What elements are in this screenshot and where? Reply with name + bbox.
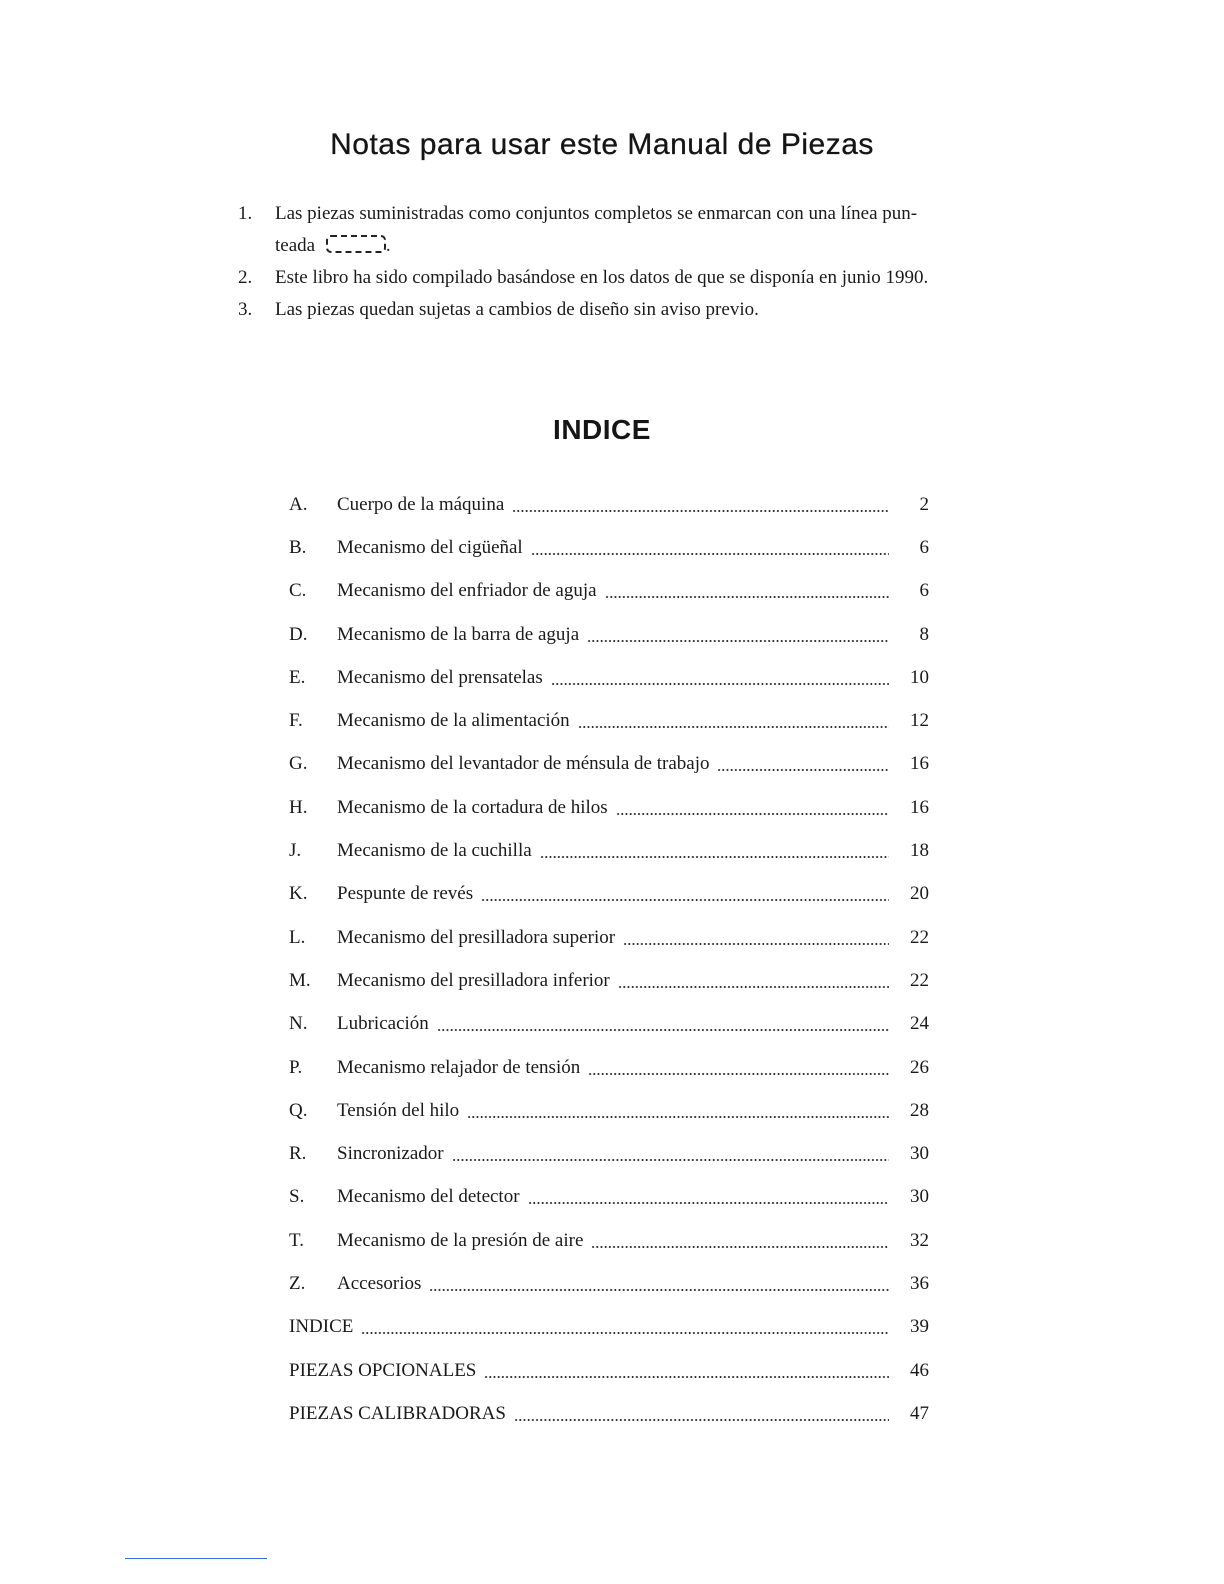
- notes-list: [238, 198, 978, 326]
- toc-page-number: 6: [919, 536, 929, 558]
- toc-label: Mecanismo relajador de tensión: [337, 1056, 581, 1078]
- toc-label: PIEZAS CALIBRADORAS: [289, 1402, 506, 1424]
- toc-entry: [289, 570, 929, 613]
- toc-entry: [289, 1046, 929, 1089]
- toc-letter: A.: [289, 493, 308, 515]
- toc-label: Tensión del hilo: [337, 1099, 460, 1121]
- toc-page-number: 22: [910, 969, 929, 991]
- toc-letter: H.: [289, 796, 308, 818]
- toc-label: Mecanismo del presilladora superior: [337, 926, 616, 948]
- toc-page-number: 22: [910, 926, 929, 948]
- toc-entry: [289, 873, 929, 916]
- toc-page-number: 28: [910, 1099, 929, 1121]
- toc-label: Mecanismo del presilladora inferior: [337, 969, 610, 991]
- toc-letter: T.: [289, 1229, 304, 1251]
- toc-leader-dots: [484, 1375, 889, 1379]
- toc-letter: C.: [289, 580, 307, 602]
- toc-letter: B.: [289, 536, 307, 558]
- toc-entry: [289, 613, 929, 656]
- toc-entry: [289, 656, 929, 699]
- toc-leader-dots: [452, 1158, 889, 1162]
- toc-label: Mecanismo de la alimentación: [337, 710, 570, 732]
- dashed-frame-icon: [326, 235, 386, 253]
- toc-letter: K.: [289, 883, 308, 905]
- toc-leader-dots: [512, 509, 889, 513]
- toc-label: INDICE: [289, 1316, 354, 1338]
- note-text: Las piezas suministradas como conjuntos completos se enmarcan con una línea pun- teada .: [275, 203, 918, 256]
- toc-letter: S.: [289, 1186, 305, 1208]
- toc-entry: [289, 483, 929, 526]
- toc-label: Cuerpo de la máquina: [337, 493, 505, 515]
- toc-page-number: 30: [910, 1186, 929, 1208]
- toc-label: Mecanismo de la cortadura de hilos: [337, 796, 608, 818]
- toc-leader-dots: [605, 595, 889, 599]
- toc-leader-dots: [623, 942, 889, 946]
- table-of-contents: [289, 483, 929, 1436]
- toc-leader-dots: [591, 1245, 889, 1249]
- toc-letter: N.: [289, 1013, 308, 1035]
- toc-page-number: 16: [910, 796, 929, 818]
- page-title: Notas para usar este Manual de Piezas: [330, 128, 874, 161]
- toc-label: Pespunte de revés: [337, 883, 474, 905]
- toc-page-number: 36: [910, 1272, 929, 1294]
- toc-leader-dots: [588, 1072, 889, 1076]
- toc-leader-dots: [514, 1418, 889, 1422]
- toc-entry: [289, 1089, 929, 1132]
- toc-entry: [289, 1306, 929, 1349]
- toc-label: Mecanismo de la cuchilla: [337, 840, 532, 862]
- toc-letter: R.: [289, 1143, 307, 1165]
- toc-entry: [289, 1349, 929, 1392]
- toc-page-number: 26: [910, 1056, 929, 1078]
- toc-entry: [289, 526, 929, 569]
- toc-entry: [289, 959, 929, 1002]
- toc-label: PIEZAS OPCIONALES: [289, 1359, 477, 1381]
- note-item: [238, 294, 978, 326]
- toc-page-number: 16: [910, 753, 929, 775]
- toc-page-number: 10: [910, 666, 929, 688]
- note-item: [238, 198, 978, 262]
- toc-leader-dots: [531, 552, 889, 556]
- toc-leader-dots: [528, 1201, 889, 1205]
- toc-page-number: 39: [910, 1316, 929, 1338]
- note-number: 1.: [238, 203, 253, 224]
- toc-page-number: 30: [910, 1143, 929, 1165]
- toc-page-number: 18: [910, 840, 929, 862]
- toc-page-number: 20: [910, 883, 929, 905]
- note-text: Las piezas quedan sujetas a cambios de diseño sin aviso previo.: [275, 299, 759, 320]
- toc-leader-dots: [717, 768, 889, 772]
- toc-label: Mecanismo del levantador de ménsula de trabajo: [337, 753, 710, 775]
- toc-letter: J.: [289, 840, 302, 862]
- toc-letter: M.: [289, 969, 311, 991]
- toc-label: Accesorios: [337, 1272, 422, 1294]
- toc-page-number: 2: [919, 493, 929, 515]
- toc-entry: [289, 1003, 929, 1046]
- toc-entry: [289, 1132, 929, 1175]
- toc-entry: [289, 1262, 929, 1305]
- toc-leader-dots: [481, 898, 889, 902]
- toc-label: Mecanismo de la presión de aire: [337, 1229, 584, 1251]
- toc-page-number: 47: [910, 1402, 929, 1424]
- toc-label: Mecanismo del detector: [337, 1186, 520, 1208]
- toc-entry: [289, 1176, 929, 1219]
- toc-leader-dots: [429, 1288, 889, 1292]
- toc-leader-dots: [467, 1115, 889, 1119]
- toc-entry: [289, 786, 929, 829]
- toc-page-number: 46: [910, 1359, 929, 1381]
- toc-entry: [289, 916, 929, 959]
- toc-page-number: 32: [910, 1229, 929, 1251]
- toc-label: Mecanismo del prensatelas: [337, 666, 543, 688]
- toc-label: Mecanismo del cigüeñal: [337, 536, 523, 558]
- toc-letter: F.: [289, 710, 303, 732]
- toc-letter: Q.: [289, 1099, 308, 1121]
- toc-page-number: 12: [910, 710, 929, 732]
- toc-leader-dots: [618, 985, 889, 989]
- toc-letter: L.: [289, 926, 306, 948]
- toc-entry: [289, 1219, 929, 1262]
- footer-rule: [125, 1558, 267, 1559]
- toc-label: Lubricación: [337, 1013, 429, 1035]
- toc-page-number: 24: [910, 1013, 929, 1035]
- toc-page-number: 8: [919, 623, 929, 645]
- toc-letter: E.: [289, 666, 306, 688]
- toc-leader-dots: [540, 855, 889, 859]
- toc-letter: P.: [289, 1056, 303, 1078]
- toc-label: Mecanismo del enfriador de aguja: [337, 580, 597, 602]
- toc-letter: D.: [289, 623, 308, 645]
- toc-entry: [289, 1392, 929, 1435]
- toc-leader-dots: [587, 639, 889, 643]
- toc-leader-dots: [361, 1331, 889, 1335]
- toc-entry: [289, 699, 929, 742]
- index-heading: INDICE: [553, 414, 651, 445]
- toc-page-number: 6: [919, 580, 929, 602]
- toc-label: Sincronizador: [337, 1143, 444, 1165]
- toc-entry: [289, 743, 929, 786]
- toc-label: Mecanismo de la barra de aguja: [337, 623, 580, 645]
- toc-leader-dots: [551, 682, 889, 686]
- note-number: 3.: [238, 299, 253, 320]
- toc-letter: G.: [289, 753, 308, 775]
- toc-leader-dots: [616, 812, 889, 816]
- toc-entry: [289, 829, 929, 872]
- toc-leader-dots: [578, 725, 889, 729]
- note-text: Este libro ha sido compilado basándose en los datos de que se disponía en junio 1990.: [275, 267, 929, 288]
- note-item: [238, 262, 978, 294]
- note-number: 2.: [238, 267, 253, 288]
- toc-letter: Z.: [289, 1272, 306, 1294]
- toc-leader-dots: [437, 1028, 889, 1032]
